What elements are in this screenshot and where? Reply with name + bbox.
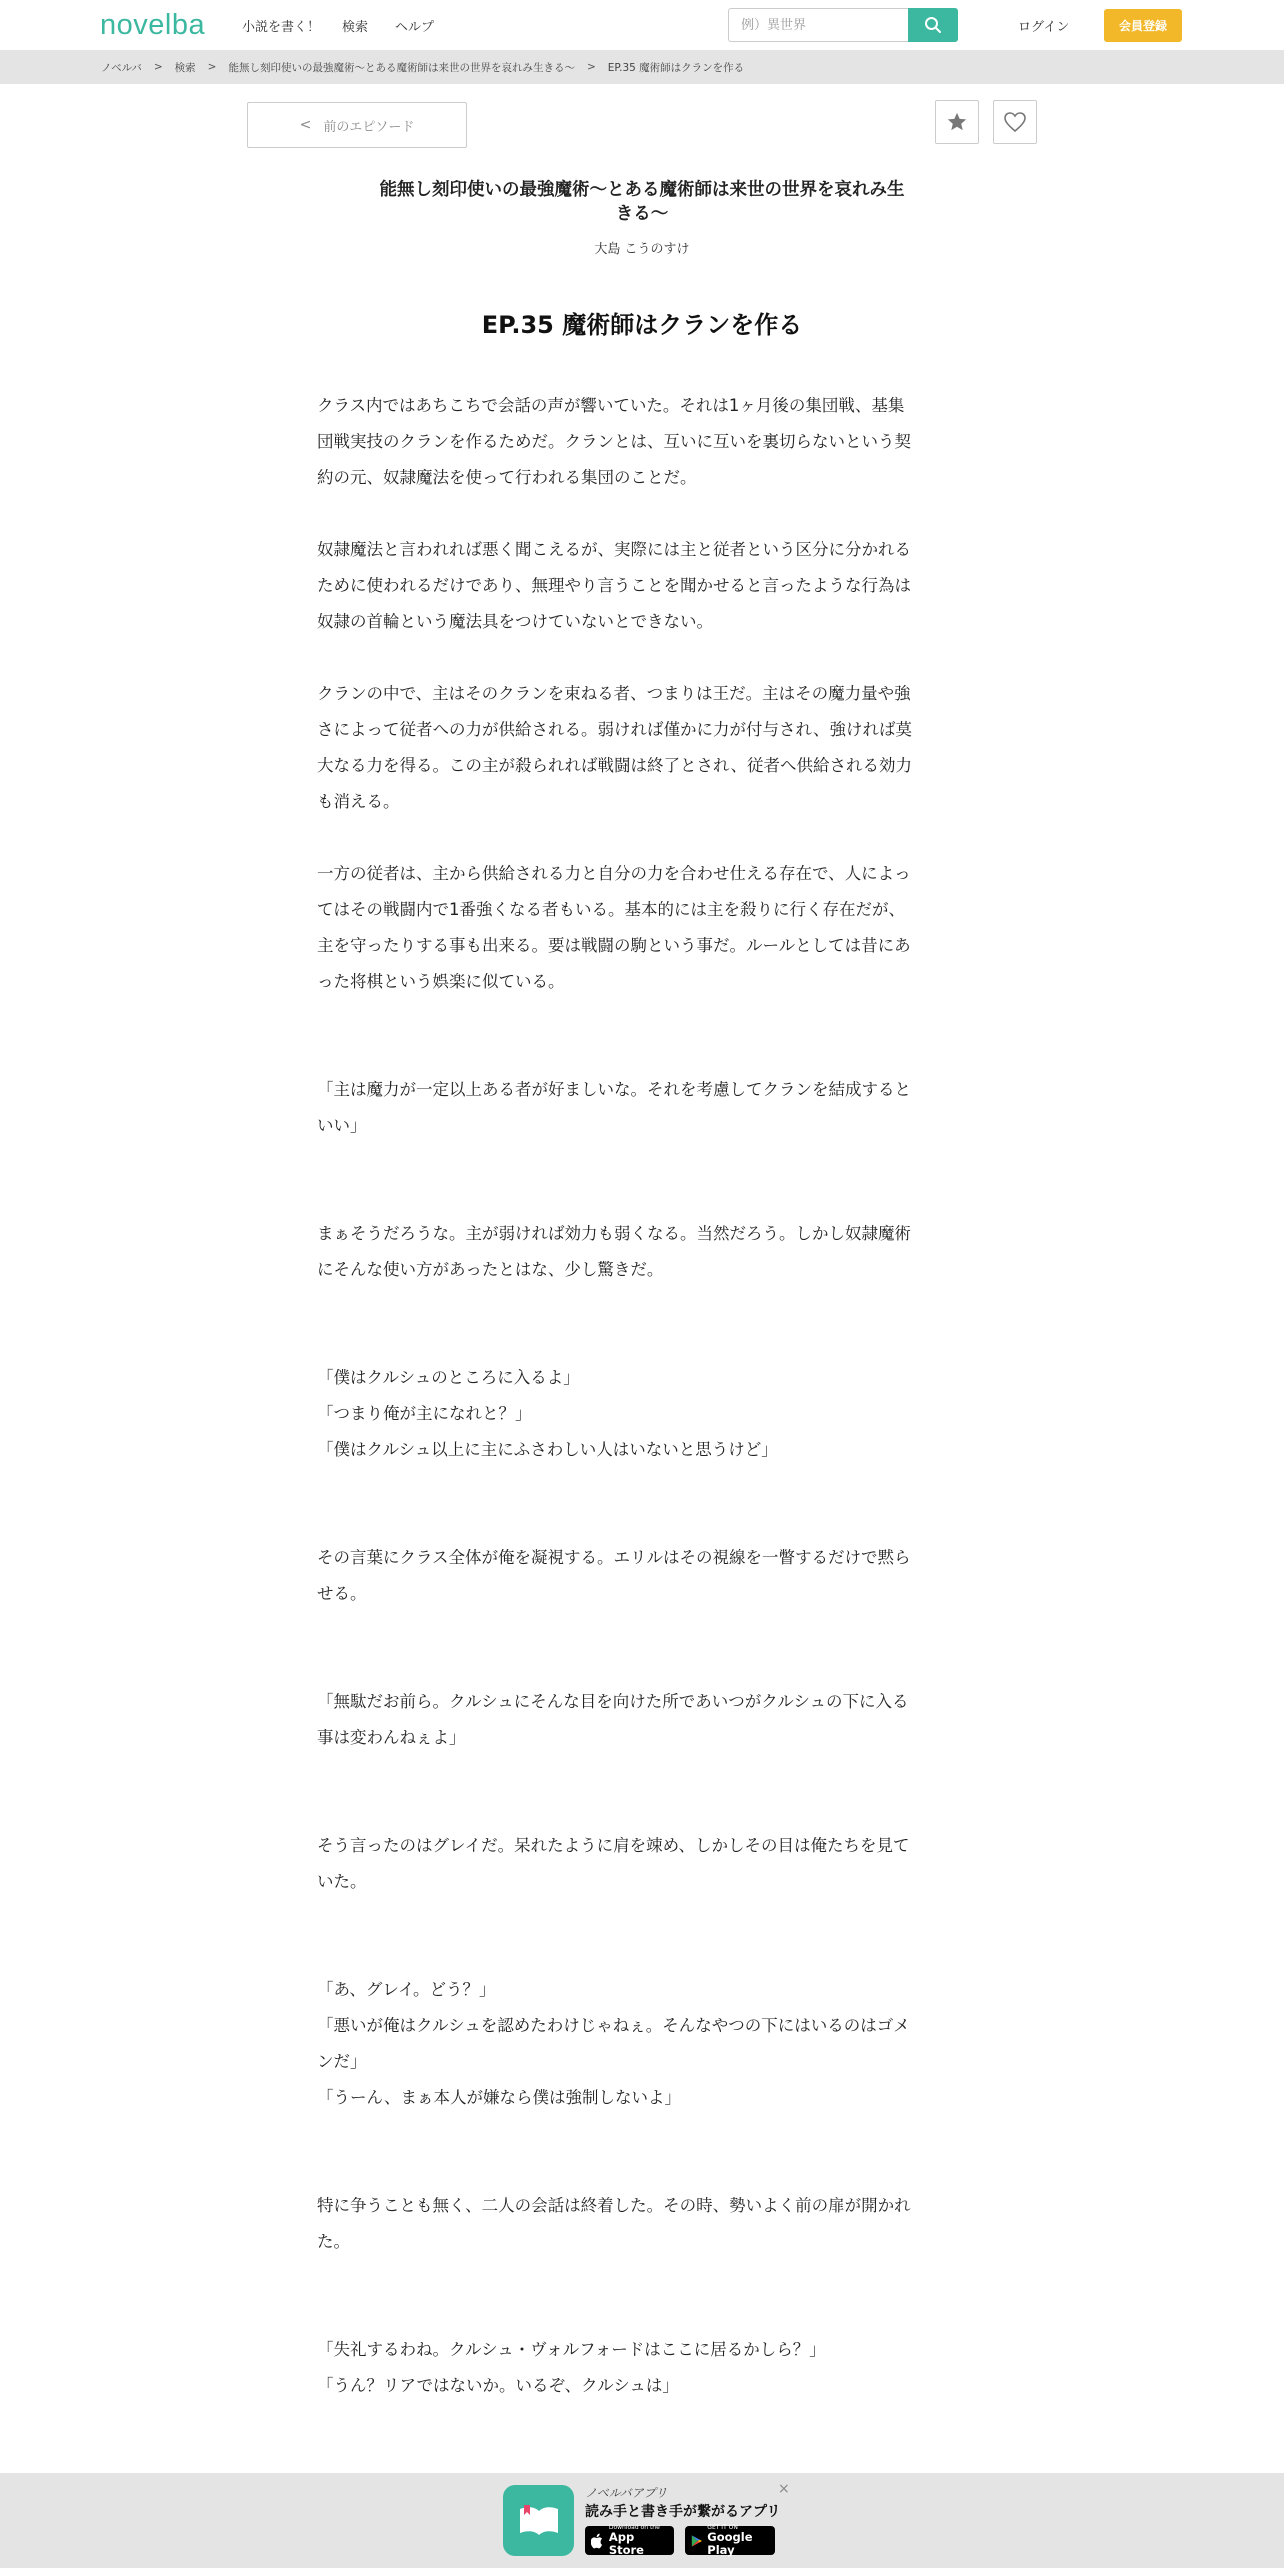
text-line: いた。 bbox=[317, 1872, 367, 1891]
chevron-left-icon: < bbox=[299, 117, 312, 133]
text-line: 大なる力を得る。この主が殺られれば戦闘は終了とされ、従者へ供給される効力 bbox=[317, 756, 912, 775]
search-button[interactable] bbox=[908, 8, 958, 42]
site-header bbox=[0, 0, 1284, 50]
close-icon[interactable]: × bbox=[778, 2481, 790, 2497]
book-icon bbox=[516, 2501, 562, 2541]
prev-episode-label: 前のエピソード bbox=[323, 119, 415, 135]
google-play-icon bbox=[691, 2533, 702, 2549]
text-line: 「僕はクルシュ以上に主にふさわしい人はいないと思うけど」 bbox=[317, 1440, 778, 1459]
text-line: った将棋という娯楽に似ている。 bbox=[317, 972, 565, 991]
text-line: 「うん？リアではないか。いるぞ、クルシュは」 bbox=[317, 2376, 679, 2395]
paragraph bbox=[317, 1684, 967, 1756]
breadcrumb-item-home[interactable]: ノベルバ bbox=[101, 61, 142, 74]
novel-title[interactable] bbox=[362, 178, 922, 226]
text-line: 約の元、奴隷魔法を使って行われる集団のことだ。 bbox=[317, 468, 697, 487]
paragraph bbox=[317, 1216, 967, 1288]
app-promo-banner bbox=[0, 2473, 1284, 2568]
text-line: 「失礼するわね。クルシュ・ヴォルフォードはここに居るかしら？」 bbox=[317, 2340, 826, 2359]
text-line: せる。 bbox=[317, 1584, 367, 1603]
text-line: てはその戦闘内で1番強くなる者もいる。基本的には主を殺りに行く存在だが、 bbox=[317, 900, 905, 919]
apple-icon bbox=[591, 2533, 604, 2549]
text-line: 「無駄だお前ら。クルシュにそんな目を向けた所であいつがクルシュの下に入る bbox=[317, 1692, 909, 1711]
app-tagline: 読み手と書き手が繋がるアプリ bbox=[585, 2504, 781, 2520]
text-line: まぁそうだろうな。主が弱ければ効力も弱くなる。当然だろう。しかし奴隷魔術 bbox=[317, 1224, 911, 1243]
favorite-button[interactable] bbox=[993, 100, 1037, 144]
paragraph bbox=[317, 532, 967, 640]
text-line: その言葉にクラス全体が俺を凝視する。エリルはその視線を一瞥するだけで黙ら bbox=[317, 1548, 911, 1567]
text-line: 特に争うことも無く、二人の会話は終着した。その時、勢いよく前の扉が開かれ bbox=[317, 2196, 911, 2215]
prev-episode-button[interactable] bbox=[247, 102, 467, 148]
nav-search[interactable]: 検索 bbox=[342, 20, 369, 35]
text-line: 一方の従者は、主から供給される力と自分の力を合わせ仕える存在で、人によっ bbox=[317, 864, 911, 883]
paragraph bbox=[317, 1828, 967, 1900]
text-line: 「つまり俺が主になれと？」 bbox=[317, 1404, 532, 1423]
text-line: 奴隷の首輪という魔法具をつけていないとできない。 bbox=[317, 612, 713, 631]
paragraph bbox=[317, 1972, 967, 2116]
heart-icon bbox=[1003, 111, 1027, 133]
author-name[interactable]: 大島 こうのすけ bbox=[594, 242, 690, 257]
paragraph bbox=[317, 856, 967, 1000]
nav-help[interactable]: ヘルプ bbox=[395, 20, 435, 35]
novel-title-line: 能無し刻印使いの最強魔術〜とある魔術師は来世の世界を哀れみ生 bbox=[379, 180, 905, 200]
text-line: さによって従者への力が供給される。弱ければ僅かに力が付与され、強ければ莫 bbox=[317, 720, 912, 739]
text-line: 主を守ったりする事も出来る。要は戦闘の駒という事だ。ルールとしては昔にあ bbox=[317, 936, 911, 955]
episode-title: EP.35 魔術師はクランを作る bbox=[481, 311, 803, 339]
star-icon bbox=[946, 111, 968, 133]
app-store-badge[interactable] bbox=[585, 2526, 674, 2555]
text-line: も消える。 bbox=[317, 792, 400, 811]
google-play-label: Google Play bbox=[707, 2530, 753, 2557]
text-line: クラス内ではあちこちで会話の声が響いていた。それは1ヶ月後の集団戦、基集 bbox=[317, 396, 905, 415]
text-line: 「僕はクルシュのところに入るよ」 bbox=[317, 1368, 580, 1387]
text-line: 「うーん、まぁ本人が嫌なら僕は強制しないよ」 bbox=[317, 2088, 681, 2107]
text-line: クランの中で、主はそのクランを束ねる者、つまりは王だ。主はその魔力量や強 bbox=[317, 684, 911, 703]
app-name: ノベルバアプリ bbox=[585, 2486, 668, 2500]
paragraph bbox=[317, 388, 967, 496]
episode-body bbox=[317, 388, 967, 2404]
paragraph bbox=[317, 1072, 967, 1144]
text-line: 事は変わんねぇよ」 bbox=[317, 1728, 466, 1747]
text-line: た。 bbox=[317, 2232, 350, 2251]
paragraph bbox=[317, 1540, 967, 1612]
search-icon bbox=[924, 16, 942, 34]
search-input[interactable] bbox=[728, 8, 908, 42]
paragraph bbox=[317, 676, 967, 820]
text-line: そう言ったのはグレイだ。呆れたように肩を竦め、しかしその目は俺たちを見て bbox=[317, 1836, 910, 1855]
breadcrumb bbox=[0, 50, 1284, 84]
paragraph bbox=[317, 1360, 967, 1468]
app-store-label: App Store bbox=[608, 2530, 644, 2557]
text-line: 「あ、グレイ。どう？」 bbox=[317, 1980, 496, 1999]
text-line: 団戦実技のクランを作るためだ。クランとは、互いに互いを裏切らないという契 bbox=[317, 432, 911, 451]
breadcrumb-item-episode: EP.35 魔術師はクランを作る bbox=[607, 61, 745, 74]
login-link[interactable]: ログイン bbox=[1018, 20, 1070, 35]
google-play-caption: GET IT ON bbox=[707, 2524, 738, 2531]
breadcrumb-separator: > bbox=[207, 61, 217, 73]
breadcrumb-separator: > bbox=[586, 61, 596, 73]
text-line: ために使われるだけであり、無理やり言うことを聞かせると言ったような行為は bbox=[317, 576, 911, 595]
signup-button[interactable]: 会員登録 bbox=[1104, 9, 1182, 42]
text-line: いい」 bbox=[317, 1116, 367, 1135]
breadcrumb-item-novel[interactable]: 能無し刻印使いの最強魔術〜とある魔術師は来世の世界を哀れみ生きる〜 bbox=[228, 61, 575, 74]
text-line: 「悪いが俺はクルシュを認めたわけじゃねぇ。そんなやつの下にはいるのはゴメ bbox=[317, 2016, 910, 2035]
paragraph bbox=[317, 2332, 967, 2404]
text-line: 「主は魔力が一定以上ある者が好ましいな。それを考慮してクランを結成すると bbox=[317, 1080, 911, 1099]
breadcrumb-separator: > bbox=[153, 61, 163, 73]
google-play-badge[interactable] bbox=[685, 2526, 775, 2555]
app-icon[interactable] bbox=[503, 2485, 574, 2556]
text-line: にそんな使い方があったとはな、少し驚きだ。 bbox=[317, 1260, 664, 1279]
novel-title-line: きる〜 bbox=[615, 204, 669, 224]
paragraph bbox=[317, 2188, 967, 2260]
nav-write-novel[interactable]: 小説を書く！ bbox=[242, 20, 321, 35]
site-logo[interactable]: novelba bbox=[100, 9, 206, 41]
text-line: 奴隷魔法と言われれば悪く聞こえるが、実際には主と従者という区分に分かれる bbox=[317, 540, 911, 559]
breadcrumb-item-search[interactable]: 検索 bbox=[174, 61, 196, 74]
bookmark-button[interactable] bbox=[935, 100, 979, 144]
app-store-caption: Download on the bbox=[608, 2524, 660, 2531]
text-line: ンだ」 bbox=[317, 2052, 367, 2071]
